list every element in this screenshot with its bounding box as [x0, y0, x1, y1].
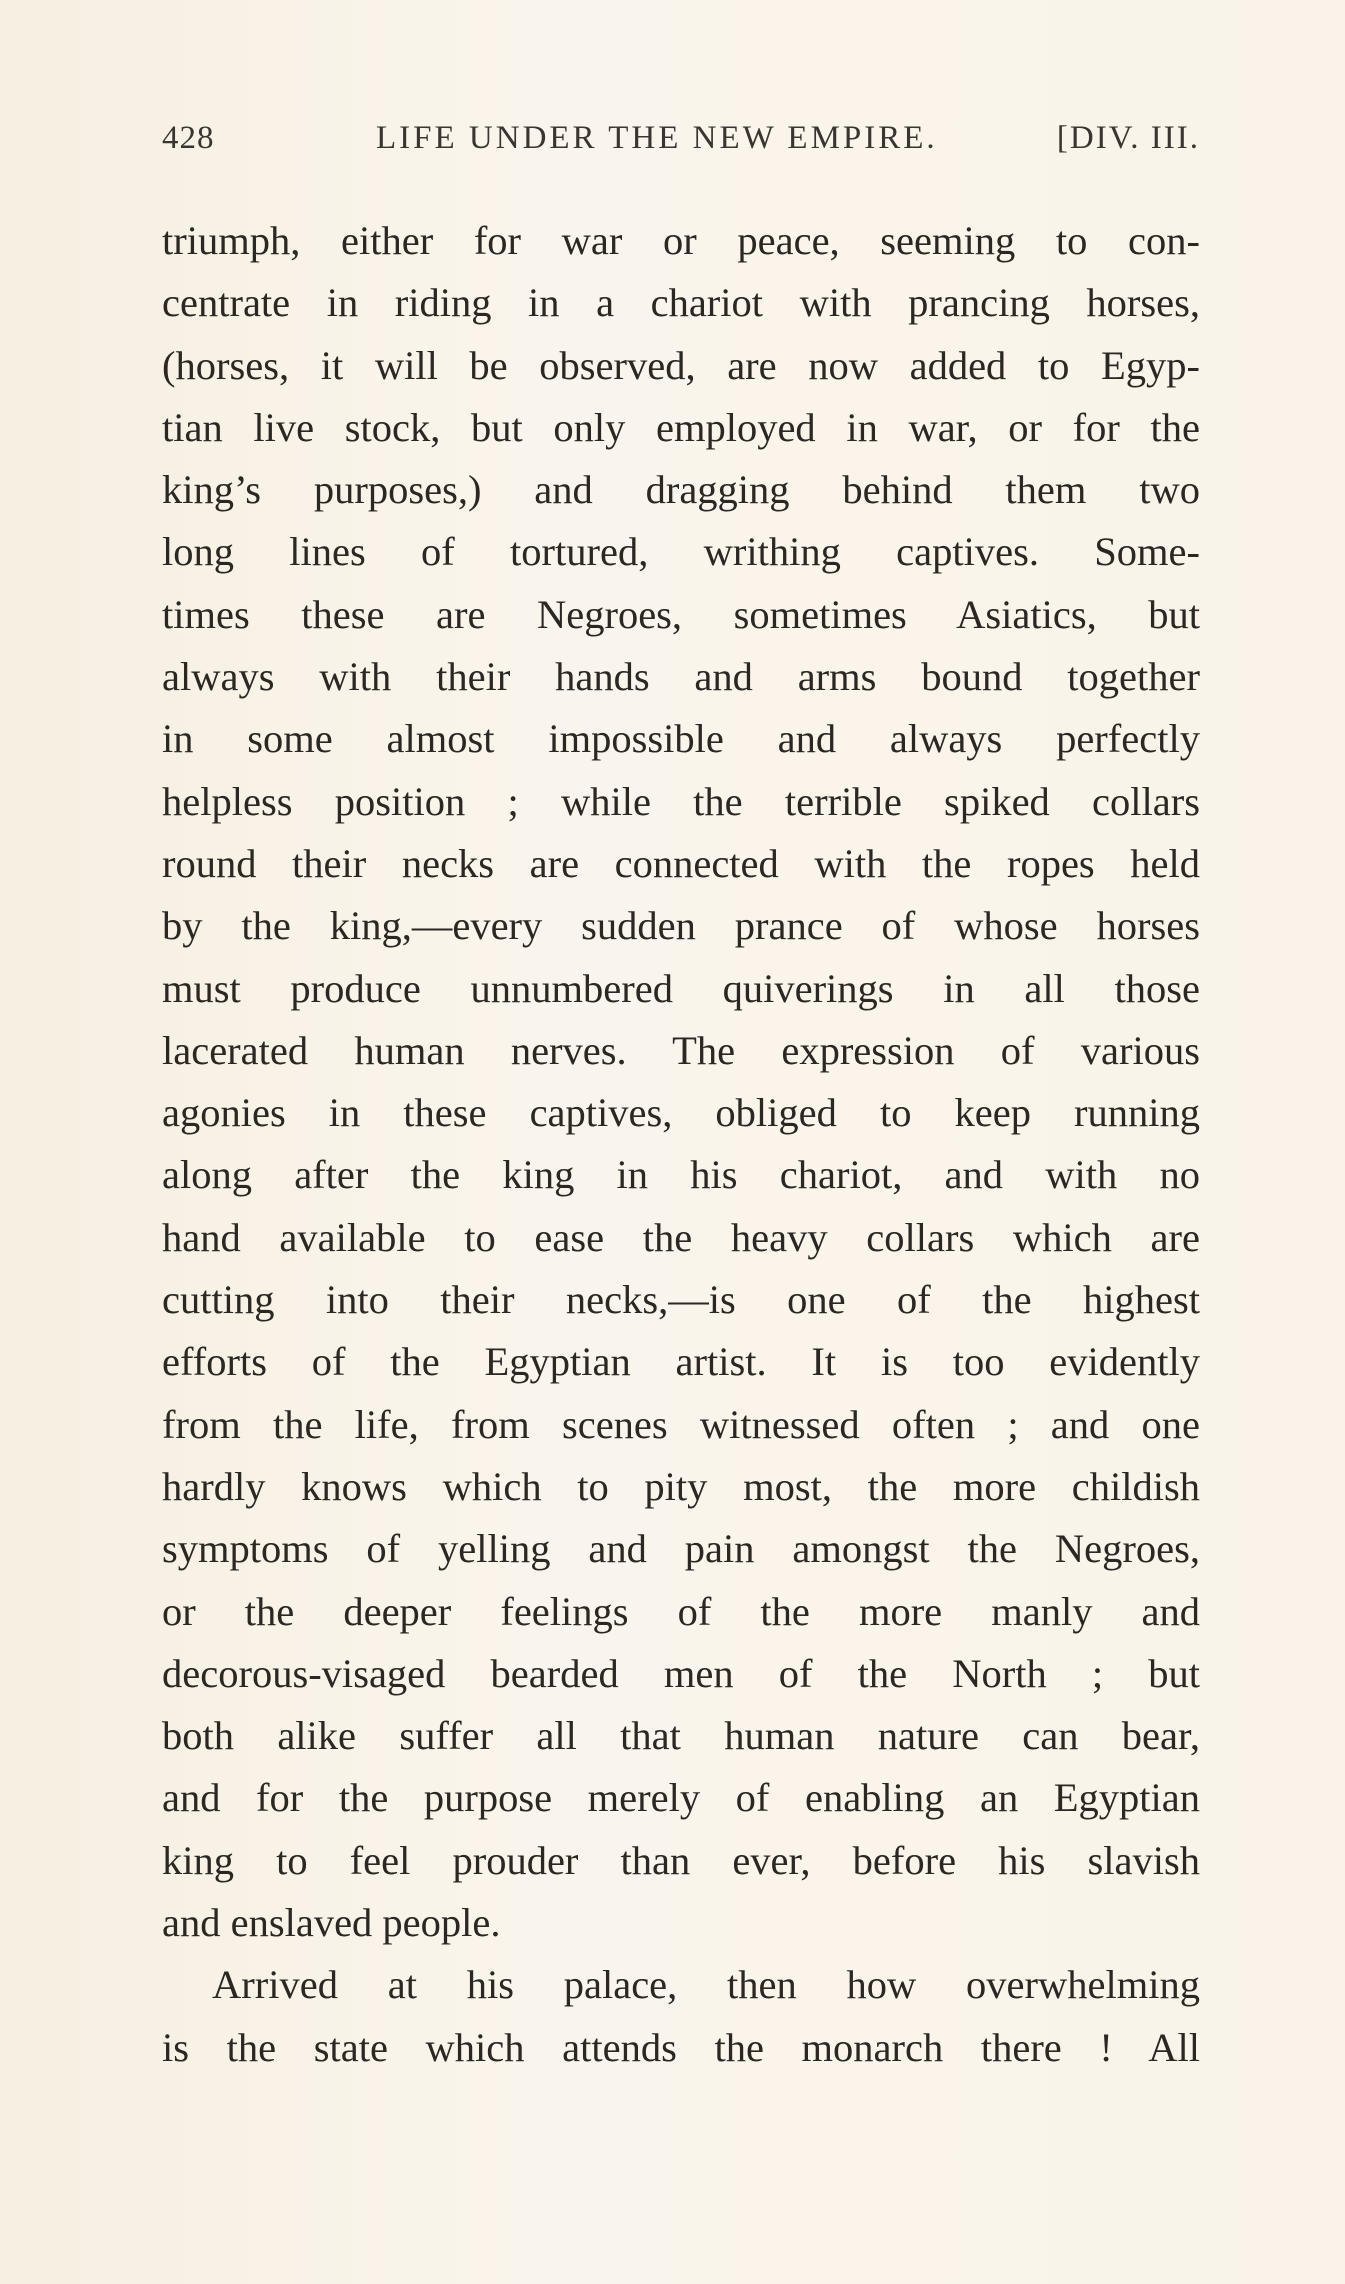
- paragraph-end-line: and enslaved people.: [162, 1900, 501, 1946]
- text-line: must produce unnumbered quiverings in all those: [162, 965, 1200, 1011]
- text-line: lacerated human nerves. The expression of various: [162, 1027, 1200, 1073]
- text-line: by the king,—every sudden prance of whose horses: [162, 903, 1200, 949]
- text-line: hardly knows which to pity most, the more childish: [162, 1463, 1200, 1509]
- text-line: in some almost impossible and always perfectly: [162, 716, 1200, 762]
- text-line: from the life, from scenes witnessed often ; and one: [162, 1401, 1200, 1447]
- page-number: 428: [162, 120, 215, 156]
- text-line: long lines of tortured, writhing captives. Some-: [162, 529, 1200, 575]
- text-line: decorous-visaged bearded men of the North ; but: [162, 1650, 1200, 1696]
- text-line: centrate in riding in a chariot with prancing horses,: [162, 280, 1200, 326]
- text-line: agonies in these captives, obliged to keep running: [162, 1090, 1200, 1136]
- division-label: [DIV. III.: [1056, 120, 1200, 156]
- text-line: or the deeper feelings of the more manly and: [162, 1588, 1200, 1634]
- body-text: [162, 210, 1200, 2079]
- text-line: symptoms of yelling and pain amongst the Negroes,: [162, 1526, 1200, 1572]
- text-line: is the state which attends the monarch there ! All: [162, 2024, 1200, 2070]
- text-line: always with their hands and arms bound together: [162, 654, 1200, 700]
- running-title: LIFE UNDER THE NEW EMPIRE.: [376, 120, 938, 156]
- text-line: both alike suffer all that human nature can bear,: [162, 1713, 1200, 1759]
- text-line: hand available to ease the heavy collars which are: [162, 1214, 1200, 1260]
- text-line: tian live stock, but only employed in war, or for the: [162, 404, 1200, 450]
- running-header: [162, 120, 1200, 168]
- text-line: helpless position ; while the terrible spiked collars: [162, 778, 1200, 824]
- text-line: (horses, it will be observed, are now added to Egyp-: [162, 342, 1200, 388]
- text-line: along after the king in his chariot, and with no: [162, 1152, 1200, 1198]
- text-line: king’s purposes,) and dragging behind them two: [162, 467, 1200, 513]
- text-line: and for the purpose merely of enabling an Egyptian: [162, 1775, 1200, 1821]
- text-line: king to feel prouder than ever, before his slavish: [162, 1837, 1200, 1883]
- text-line: round their necks are connected with the ropes held: [162, 840, 1200, 886]
- text-line: cutting into their necks,—is one of the highest: [162, 1277, 1200, 1323]
- paragraph-start-line: Arrived at his palace, then how overwhelming: [212, 1962, 1200, 2008]
- text-line: times these are Negroes, sometimes Asiatics, but: [162, 591, 1200, 637]
- text-line: efforts of the Egyptian artist. It is too evidently: [162, 1339, 1200, 1385]
- text-line: triumph, either for war or peace, seeming to con-: [162, 218, 1200, 263]
